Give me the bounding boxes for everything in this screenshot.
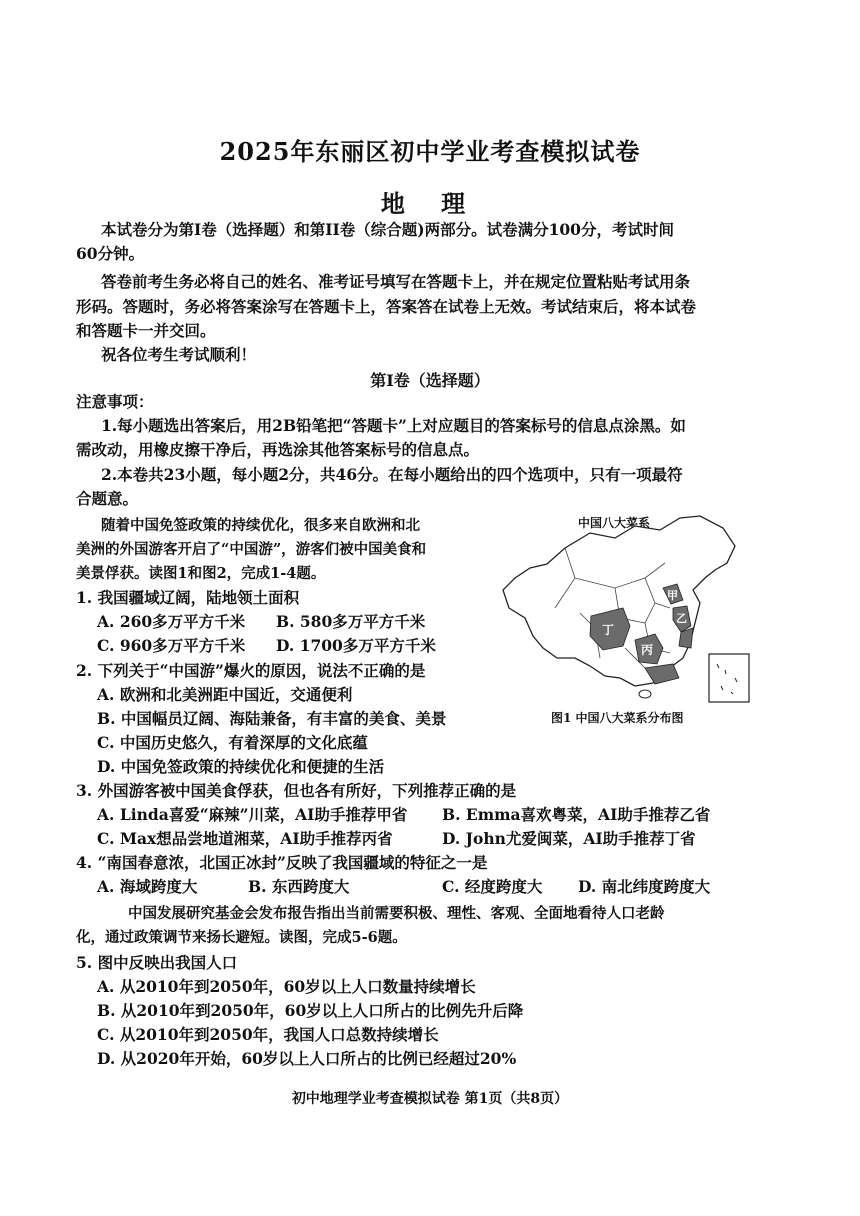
question-2-option-b: B. 中国幅员辽阔、海陆兼备，有丰富的美食、美景 [97,709,447,728]
passage1-line-1: 随着中国免签政策的持续优化，很多来自欧洲和北 [101,517,420,534]
south-sea-inset [709,654,749,702]
china-map-svg [495,508,757,708]
question-4-option-d: D. 南北纬度跨度大 [578,877,711,896]
label-yi: 乙 [676,612,687,625]
question-5-option-c: C. 从2010年到2050年，我国人口总数持续增长 [97,1025,439,1044]
question-3-stem: 3. 外国游客被中国美食俘获，但也各有所好，下列推荐正确的是 [76,781,517,800]
question-4-option-a: A. 海域跨度大 [97,877,198,896]
question-3-option-d: D. John尤爱闽菜，AI助手推荐丁省 [442,829,696,848]
intro-line-5: 和答题卡一并交回。 [76,321,216,340]
passage2-line-2: 化，通过政策调节来扬长避短。读图，完成5-6题。 [76,929,407,946]
notes-label: 注意事项： [76,392,154,411]
page-footer: 初中地理学业考查模拟试卷 第1页（共8页） [291,1091,569,1107]
question-5-option-a: A. 从2010年到2050年，60岁以上人口数量持续增长 [97,977,476,996]
question-5-option-b: B. 从2010年到2050年，60岁以上人口所占的比例先升后降 [97,1001,524,1020]
question-2-option-d: D. 中国免签政策的持续优化和便捷的生活 [97,757,385,776]
passage2-line-1: 中国发展研究基金会发布报告指出当前需要积极、理性、客观、全面地看待人口老龄 [128,905,665,922]
question-1-option-a: A. 260多万平方千米 [97,612,246,631]
question-1-option-d: D. 1700多万平方千米 [276,636,436,655]
label-ding: 丁 [602,623,615,637]
map-title: 中国八大菜系 [578,516,651,530]
question-4-stem: 4. “南国春意浓，北国正冰封”反映了我国疆域的特征之一是 [76,853,488,872]
question-1-option-b: B. 580多万平方千米 [276,612,426,631]
question-2-option-a: A. 欧洲和北美洲距中国近，交通便利 [97,685,353,704]
hainan-island [639,690,651,698]
question-3-option-b: B. Emma喜欢粤菜，AI助手推荐乙省 [442,805,711,824]
map-caption: 图1 中国八大菜系分布图 [551,711,684,725]
note-2a: 2.本卷共23小题，每小题2分，共46分。在每小题给出的四个选项中，只有一项最符 [101,465,683,484]
intro-line-2: 60分钟。 [76,244,145,263]
question-5-option-d: D. 从2020年开始，60岁以上人口所占的比例已经超过20% [97,1049,517,1068]
intro-line-4: 形码。答题时，务必将答案涂写在答题卡上，答案答在试卷上无效。考试结束后，将本试卷 [76,297,697,316]
section-title: 第I卷（选择题） [370,371,490,390]
question-4-option-b: B. 东西跨度大 [248,877,350,896]
exam-title: 2025年东丽区初中学业考查模拟试卷 [219,137,641,166]
question-1-stem: 1. 我国疆域辽阔，陆地领土面积 [76,588,300,607]
label-jia: 甲 [667,589,678,602]
question-3-option-a: A. Linda喜爱“麻辣”川菜，AI助手推荐甲省 [97,805,408,824]
question-4-option-c: C. 经度跨度大 [442,877,543,896]
subject-title: 地 理 [380,189,480,218]
china-outline [503,516,735,686]
china-cuisine-map [495,508,757,726]
question-5-stem: 5. 图中反映出我国人口 [76,953,238,972]
passage1-line-3: 美景俘获。读图1和图2，完成1-4题。 [76,565,326,582]
label-bing: 丙 [641,643,654,657]
intro-line-1: 本试卷分为第I卷（选择题）和第II卷（综合题)两部分。试卷满分100分，考试时间 [101,220,674,239]
question-3-option-c: C. Max想品尝地道湘菜，AI助手推荐丙省 [97,829,393,848]
note-1a: 1.每小题选出答案后，用2B铅笔把“答题卡”上对应题目的答案标号的信息点涂黑。如 [101,416,686,435]
question-2-stem: 2. 下列关于“中国游”爆火的原因，说法不正确的是 [76,661,426,680]
note-1b: 需改动，用橡皮擦干净后，再选涂其他答案标号的信息点。 [76,440,480,459]
passage1-line-2: 美洲的外国游客开启了“中国游”，游客们被中国美食和 [76,541,427,558]
question-1-option-c: C. 960多万平方千米 [97,636,246,655]
note-2b: 合题意。 [76,489,139,508]
question-2-option-c: C. 中国历史悠久，有着深厚的文化底蕴 [97,733,368,752]
intro-line-3: 答卷前考生务必将自己的姓名、准考证号填写在答题卡上，并在规定位置粘贴考试用条 [101,272,691,291]
intro-line-6: 祝各位考生考试顺利！ [101,345,257,364]
